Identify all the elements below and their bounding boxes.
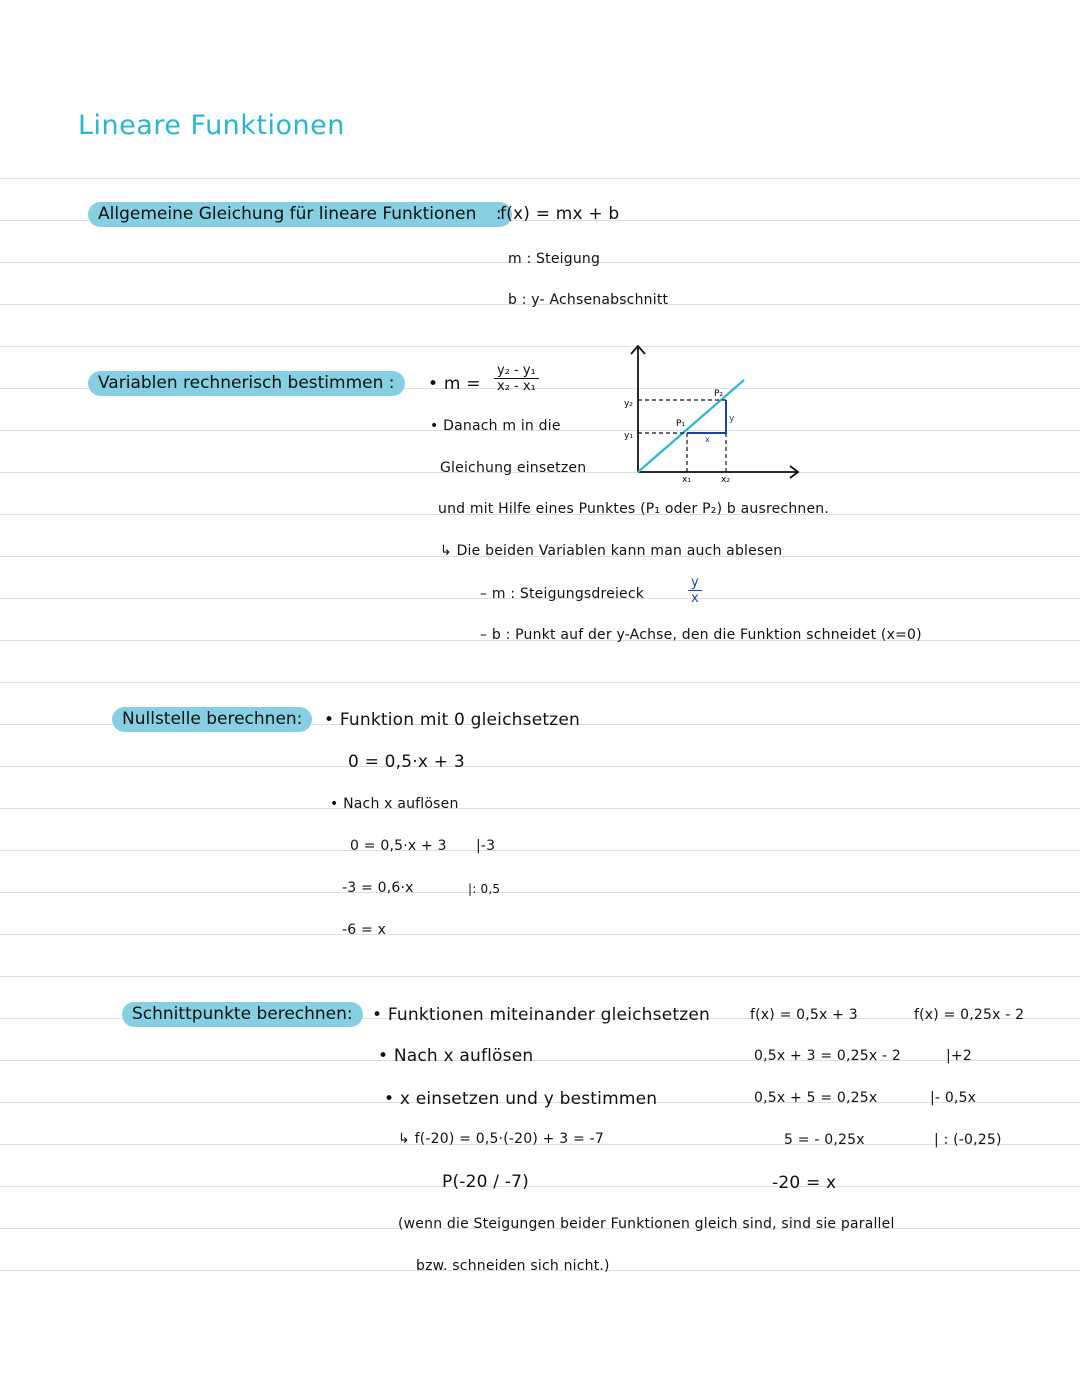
step-compute-b: und mit Hilfe eines Punktes (P₁ oder P₂) b ausrechnen. [438,501,830,517]
intersection-step-1: • Funktionen miteinander gleichsetzen [372,1005,710,1025]
intersection-step-3: • x einsetzen und y bestimmen [384,1089,658,1109]
solve-row-1-op: |+2 [946,1048,972,1064]
zero-step-1: • Funktion mit 0 gleichsetzen [324,710,580,730]
page-title: Lineare Funktionen [78,110,345,141]
zero-equation-3-op: |: 0,5 [468,882,501,896]
function-line [638,380,744,472]
function-2: f(x) = 0,25x - 2 [914,1007,1025,1023]
general-equation: f(x) = mx + b [500,204,620,224]
label-p2: P₂ [714,389,724,399]
m-formula-prefix: • m = [428,374,481,394]
label-dy: y [729,414,735,424]
triangle-numerator: y [688,576,702,591]
read-off-note: ↳ Die beiden Variablen kann man auch ablesen [440,543,783,559]
b-read-off: – b : Punkt auf der y-Achse, den die Funktion schneidet (x=0) [480,627,922,643]
slope-denominator: x₂ - x₁ [497,379,536,394]
heading-colon: : [495,204,502,224]
zero-equation-2-op: |-3 [476,838,496,854]
step-insert-m: • Danach m in die [430,418,561,434]
zero-equation-3: -3 = 0,6·x [342,880,414,896]
function-1: f(x) = 0,5x + 3 [750,1007,858,1023]
triangle-denominator: x [691,591,699,606]
intersection-point: P(-20 / -7) [442,1172,529,1192]
slope-triangle-graph [620,340,800,485]
slope-fraction [494,364,539,394]
heading-variables: Variablen rechnerisch bestimmen : [88,371,405,396]
x-axis [638,466,798,478]
heading-general-equation [88,202,512,227]
zero-equation-2: 0 = 0,5·x + 3 [350,838,447,854]
zero-result: -6 = x [342,922,387,938]
solve-result: -20 = x [772,1173,837,1193]
label-x2: x₂ [721,475,730,485]
m-definition: m : Steigung [508,251,601,267]
label-y1: y₁ [624,431,633,441]
solve-row-3: 5 = - 0,25x [784,1132,865,1148]
intersection-calc: ↳ f(-20) = 0,5·(-20) + 3 = -7 [398,1131,604,1147]
label-x1: x₁ [682,475,691,485]
slope-numerator: y₂ - y₁ [494,364,539,379]
label-y2: y₂ [624,399,633,409]
solve-row-2: 0,5x + 5 = 0,25x [754,1090,878,1106]
heading-zero: Nullstelle berechnen: [112,707,312,732]
label-dx: x [705,435,710,444]
triangle-fraction [688,576,702,606]
y-axis [631,346,645,472]
solve-row-1: 0,5x + 3 = 0,25x - 2 [754,1048,902,1064]
slope-triangle [687,400,726,433]
intersection-step-2: • Nach x auflösen [378,1046,534,1066]
m-read-off: – m : Steigungsdreieck [480,586,645,602]
b-definition: b : y- Achsenabschnitt [508,292,669,308]
zero-equation-1: 0 = 0,5·x + 3 [348,752,465,772]
heading-general-equation-text: Allgemeine Gleichung für lineare Funktionen [98,204,477,224]
heading-intersection: Schnittpunkte berechnen: [122,1002,363,1027]
solve-row-2-op: |- 0,5x [930,1090,977,1106]
step-insert-m-cont: Gleichung einsetzen [440,460,587,476]
label-p1: P₁ [676,419,686,429]
zero-step-2: • Nach x auflösen [330,796,459,812]
parallel-note-1: (wenn die Steigungen beider Funktionen gleich sind, sind sie parallel [398,1216,895,1232]
parallel-note-2: bzw. schneiden sich nicht.) [416,1258,610,1274]
solve-row-3-op: | : (-0,25) [934,1132,1002,1148]
